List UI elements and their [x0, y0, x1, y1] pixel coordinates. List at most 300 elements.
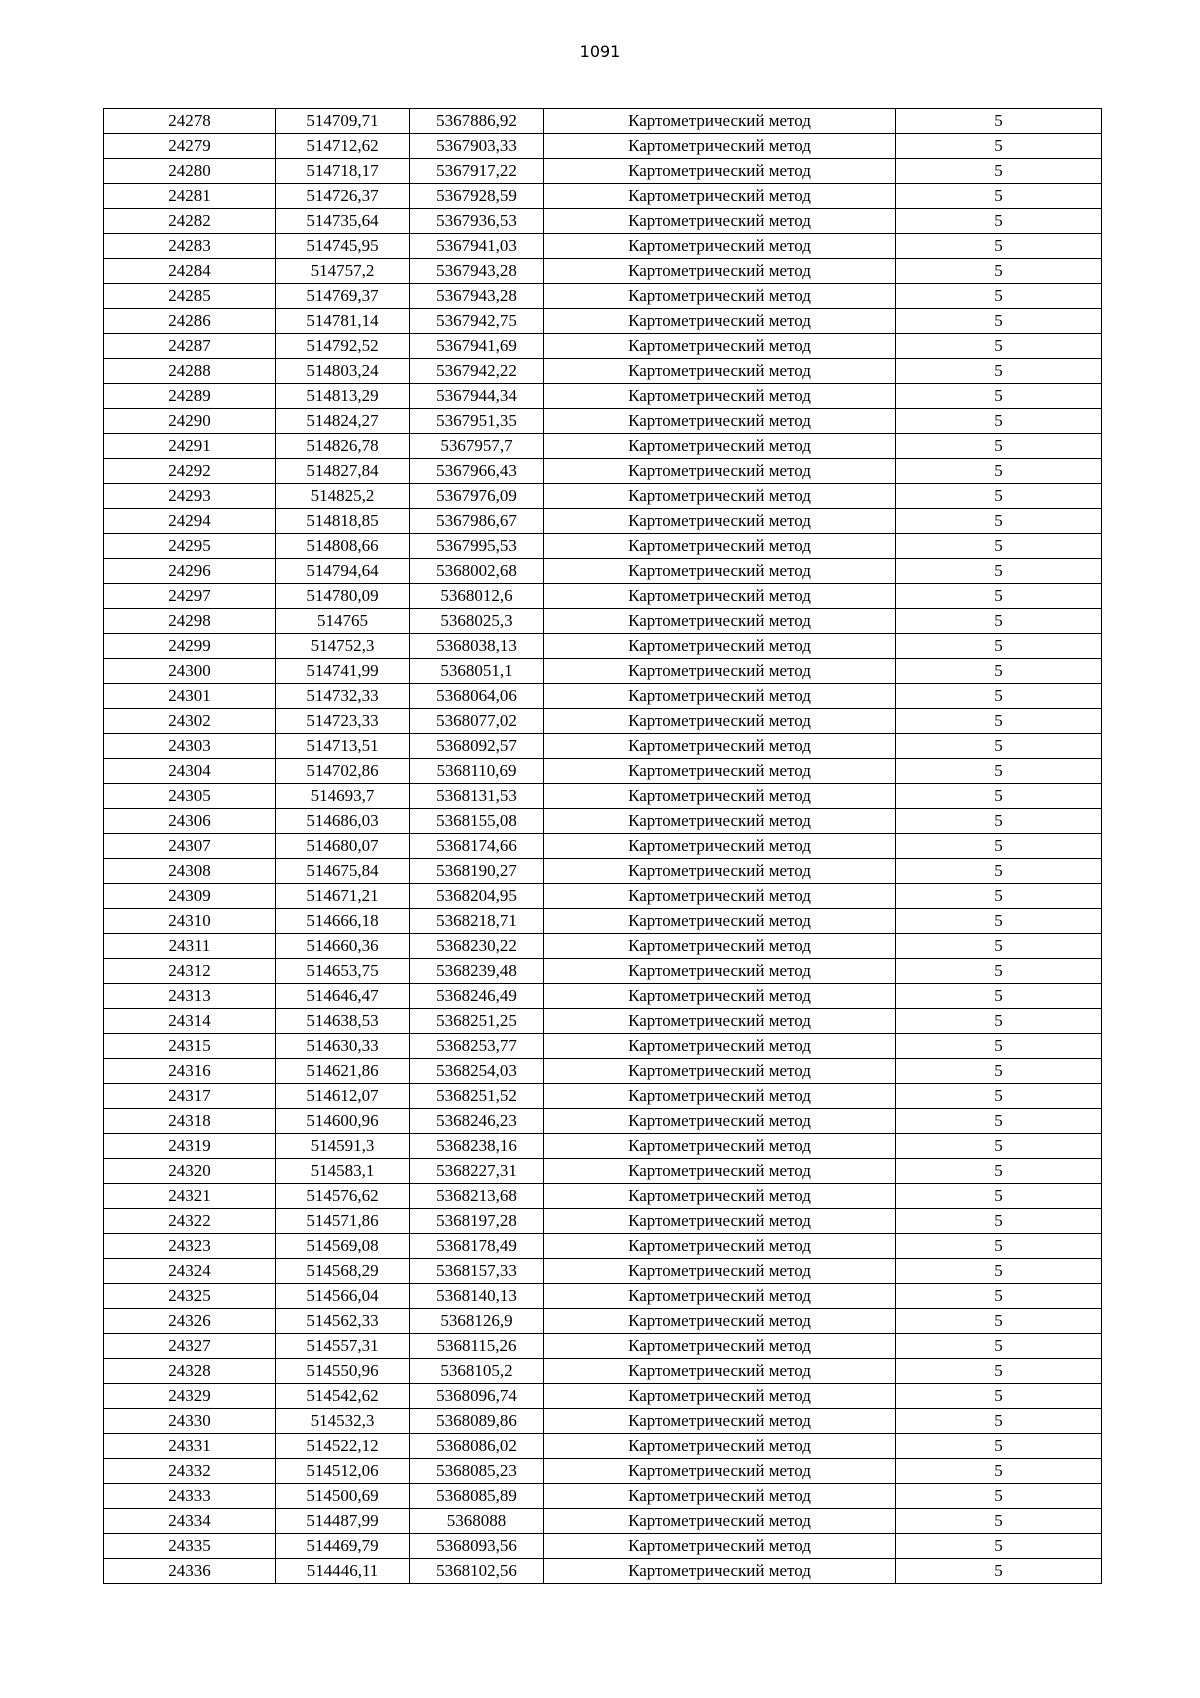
y-coordinate-cell: 5367951,35	[410, 409, 544, 434]
x-coordinate-cell: 514693,7	[276, 784, 410, 809]
accuracy-cell: 5	[896, 309, 1102, 334]
y-coordinate-cell: 5368230,22	[410, 934, 544, 959]
point-number-cell: 24305	[104, 784, 276, 809]
x-coordinate-cell: 514808,66	[276, 534, 410, 559]
table-row	[104, 434, 1102, 459]
y-coordinate-cell: 5368126,9	[410, 1309, 544, 1334]
y-coordinate-cell: 5368174,66	[410, 834, 544, 859]
table-row	[104, 1109, 1102, 1134]
x-coordinate-cell: 514660,36	[276, 934, 410, 959]
table-row	[104, 1559, 1102, 1584]
method-cell: Картометрический метод	[544, 734, 896, 759]
accuracy-cell: 5	[896, 234, 1102, 259]
point-number-cell: 24297	[104, 584, 276, 609]
method-cell: Картометрический метод	[544, 459, 896, 484]
point-number-cell: 24315	[104, 1034, 276, 1059]
x-coordinate-cell: 514469,79	[276, 1534, 410, 1559]
point-number-cell: 24306	[104, 809, 276, 834]
table-row	[104, 1084, 1102, 1109]
method-cell: Картометрический метод	[544, 109, 896, 134]
accuracy-cell: 5	[896, 359, 1102, 384]
y-coordinate-cell: 5367943,28	[410, 284, 544, 309]
point-number-cell: 24301	[104, 684, 276, 709]
method-cell: Картометрический метод	[544, 1484, 896, 1509]
accuracy-cell: 5	[896, 784, 1102, 809]
point-number-cell: 24316	[104, 1059, 276, 1084]
x-coordinate-cell: 514818,85	[276, 509, 410, 534]
accuracy-cell: 5	[896, 1259, 1102, 1284]
accuracy-cell: 5	[896, 1084, 1102, 1109]
y-coordinate-cell: 5368092,57	[410, 734, 544, 759]
point-number-cell: 24321	[104, 1184, 276, 1209]
y-coordinate-cell: 5367942,75	[410, 309, 544, 334]
accuracy-cell: 5	[896, 1109, 1102, 1134]
accuracy-cell: 5	[896, 984, 1102, 1009]
point-number-cell: 24303	[104, 734, 276, 759]
accuracy-cell: 5	[896, 459, 1102, 484]
accuracy-cell: 5	[896, 1159, 1102, 1184]
y-coordinate-cell: 5367976,09	[410, 484, 544, 509]
y-coordinate-cell: 5368096,74	[410, 1384, 544, 1409]
method-cell: Картометрический метод	[544, 859, 896, 884]
coordinates-table-body	[104, 109, 1102, 1584]
accuracy-cell: 5	[896, 184, 1102, 209]
y-coordinate-cell: 5367944,34	[410, 384, 544, 409]
x-coordinate-cell: 514446,11	[276, 1559, 410, 1584]
x-coordinate-cell: 514532,3	[276, 1409, 410, 1434]
y-coordinate-cell: 5367936,53	[410, 209, 544, 234]
accuracy-cell: 5	[896, 1309, 1102, 1334]
method-cell: Картометрический метод	[544, 1134, 896, 1159]
method-cell: Картометрический метод	[544, 1184, 896, 1209]
table-row	[104, 409, 1102, 434]
point-number-cell: 24299	[104, 634, 276, 659]
method-cell: Картометрический метод	[544, 209, 896, 234]
method-cell: Картометрический метод	[544, 884, 896, 909]
y-coordinate-cell: 5367917,22	[410, 159, 544, 184]
point-number-cell: 24292	[104, 459, 276, 484]
accuracy-cell: 5	[896, 684, 1102, 709]
table-row	[104, 1334, 1102, 1359]
x-coordinate-cell: 514653,75	[276, 959, 410, 984]
point-number-cell: 24333	[104, 1484, 276, 1509]
method-cell: Картометрический метод	[544, 409, 896, 434]
x-coordinate-cell: 514512,06	[276, 1459, 410, 1484]
y-coordinate-cell: 5368238,16	[410, 1134, 544, 1159]
point-number-cell: 24329	[104, 1384, 276, 1409]
x-coordinate-cell: 514522,12	[276, 1434, 410, 1459]
y-coordinate-cell: 5367886,92	[410, 109, 544, 134]
y-coordinate-cell: 5368251,52	[410, 1084, 544, 1109]
point-number-cell: 24298	[104, 609, 276, 634]
table-row	[104, 1534, 1102, 1559]
y-coordinate-cell: 5367942,22	[410, 359, 544, 384]
y-coordinate-cell: 5367957,7	[410, 434, 544, 459]
x-coordinate-cell: 514562,33	[276, 1309, 410, 1334]
x-coordinate-cell: 514752,3	[276, 634, 410, 659]
point-number-cell: 24278	[104, 109, 276, 134]
method-cell: Картометрический метод	[544, 1434, 896, 1459]
x-coordinate-cell: 514638,53	[276, 1009, 410, 1034]
point-number-cell: 24331	[104, 1434, 276, 1459]
point-number-cell: 24322	[104, 1209, 276, 1234]
x-coordinate-cell: 514826,78	[276, 434, 410, 459]
table-row	[104, 884, 1102, 909]
method-cell: Картометрический метод	[544, 609, 896, 634]
table-row	[104, 634, 1102, 659]
accuracy-cell: 5	[896, 659, 1102, 684]
y-coordinate-cell: 5368197,28	[410, 1209, 544, 1234]
point-number-cell: 24311	[104, 934, 276, 959]
method-cell: Картометрический метод	[544, 359, 896, 384]
y-coordinate-cell: 5368246,49	[410, 984, 544, 1009]
y-coordinate-cell: 5368012,6	[410, 584, 544, 609]
x-coordinate-cell: 514713,51	[276, 734, 410, 759]
accuracy-cell: 5	[896, 809, 1102, 834]
table-row	[104, 1159, 1102, 1184]
table-row	[104, 309, 1102, 334]
accuracy-cell: 5	[896, 409, 1102, 434]
x-coordinate-cell: 514825,2	[276, 484, 410, 509]
accuracy-cell: 5	[896, 534, 1102, 559]
method-cell: Картометрический метод	[544, 259, 896, 284]
table-row	[104, 859, 1102, 884]
table-row	[104, 934, 1102, 959]
table-row	[104, 484, 1102, 509]
accuracy-cell: 5	[896, 284, 1102, 309]
x-coordinate-cell: 514741,99	[276, 659, 410, 684]
method-cell: Картометрический метод	[544, 1084, 896, 1109]
table-row	[104, 159, 1102, 184]
method-cell: Картометрический метод	[544, 509, 896, 534]
table-row	[104, 1034, 1102, 1059]
method-cell: Картометрический метод	[544, 1559, 896, 1584]
method-cell: Картометрический метод	[544, 1209, 896, 1234]
table-row	[104, 609, 1102, 634]
point-number-cell: 24279	[104, 134, 276, 159]
table-row	[104, 1134, 1102, 1159]
x-coordinate-cell: 514576,62	[276, 1184, 410, 1209]
accuracy-cell: 5	[896, 159, 1102, 184]
method-cell: Картометрический метод	[544, 309, 896, 334]
method-cell: Картометрический метод	[544, 784, 896, 809]
accuracy-cell: 5	[896, 609, 1102, 634]
point-number-cell: 24302	[104, 709, 276, 734]
y-coordinate-cell: 5367928,59	[410, 184, 544, 209]
method-cell: Картометрический метод	[544, 659, 896, 684]
accuracy-cell: 5	[896, 1334, 1102, 1359]
x-coordinate-cell: 514781,14	[276, 309, 410, 334]
accuracy-cell: 5	[896, 584, 1102, 609]
table-row	[104, 534, 1102, 559]
method-cell: Картометрический метод	[544, 1234, 896, 1259]
x-coordinate-cell: 514792,52	[276, 334, 410, 359]
accuracy-cell: 5	[896, 434, 1102, 459]
table-row	[104, 359, 1102, 384]
table-row	[104, 209, 1102, 234]
x-coordinate-cell: 514794,64	[276, 559, 410, 584]
x-coordinate-cell: 514671,21	[276, 884, 410, 909]
y-coordinate-cell: 5368085,23	[410, 1459, 544, 1484]
method-cell: Картометрический метод	[544, 1109, 896, 1134]
table-row	[104, 134, 1102, 159]
table-row	[104, 1059, 1102, 1084]
table-row	[104, 109, 1102, 134]
table-row	[104, 459, 1102, 484]
accuracy-cell: 5	[896, 1509, 1102, 1534]
accuracy-cell: 5	[896, 1534, 1102, 1559]
y-coordinate-cell: 5368002,68	[410, 559, 544, 584]
method-cell: Картометрический метод	[544, 134, 896, 159]
x-coordinate-cell: 514571,86	[276, 1209, 410, 1234]
table-row	[104, 1459, 1102, 1484]
point-number-cell: 24323	[104, 1234, 276, 1259]
y-coordinate-cell: 5368115,26	[410, 1334, 544, 1359]
y-coordinate-cell: 5367903,33	[410, 134, 544, 159]
accuracy-cell: 5	[896, 1134, 1102, 1159]
accuracy-cell: 5	[896, 1384, 1102, 1409]
point-number-cell: 24320	[104, 1159, 276, 1184]
y-coordinate-cell: 5368204,95	[410, 884, 544, 909]
y-coordinate-cell: 5368110,69	[410, 759, 544, 784]
method-cell: Картометрический метод	[544, 934, 896, 959]
x-coordinate-cell: 514735,64	[276, 209, 410, 234]
table-row	[104, 1434, 1102, 1459]
table-row	[104, 1234, 1102, 1259]
point-number-cell: 24336	[104, 1559, 276, 1584]
method-cell: Картометрический метод	[544, 1259, 896, 1284]
x-coordinate-cell: 514712,62	[276, 134, 410, 159]
x-coordinate-cell: 514621,86	[276, 1059, 410, 1084]
x-coordinate-cell: 514702,86	[276, 759, 410, 784]
x-coordinate-cell: 514757,2	[276, 259, 410, 284]
table-row	[104, 909, 1102, 934]
point-number-cell: 24309	[104, 884, 276, 909]
point-number-cell: 24334	[104, 1509, 276, 1534]
accuracy-cell: 5	[896, 209, 1102, 234]
table-row	[104, 234, 1102, 259]
accuracy-cell: 5	[896, 1559, 1102, 1584]
method-cell: Картометрический метод	[544, 1534, 896, 1559]
method-cell: Картометрический метод	[544, 559, 896, 584]
accuracy-cell: 5	[896, 934, 1102, 959]
table-row	[104, 259, 1102, 284]
accuracy-cell: 5	[896, 1284, 1102, 1309]
table-row	[104, 1409, 1102, 1434]
method-cell: Картометрический метод	[544, 1359, 896, 1384]
x-coordinate-cell: 514680,07	[276, 834, 410, 859]
point-number-cell: 24312	[104, 959, 276, 984]
method-cell: Картометрический метод	[544, 434, 896, 459]
accuracy-cell: 5	[896, 1484, 1102, 1509]
accuracy-cell: 5	[896, 759, 1102, 784]
method-cell: Картометрический метод	[544, 634, 896, 659]
method-cell: Картометрический метод	[544, 1034, 896, 1059]
accuracy-cell: 5	[896, 909, 1102, 934]
method-cell: Картометрический метод	[544, 384, 896, 409]
table-row	[104, 509, 1102, 534]
method-cell: Картометрический метод	[544, 1509, 896, 1534]
y-coordinate-cell: 5368077,02	[410, 709, 544, 734]
accuracy-cell: 5	[896, 959, 1102, 984]
point-number-cell: 24319	[104, 1134, 276, 1159]
accuracy-cell: 5	[896, 634, 1102, 659]
x-coordinate-cell: 514600,96	[276, 1109, 410, 1134]
y-coordinate-cell: 5368102,56	[410, 1559, 544, 1584]
method-cell: Картометрический метод	[544, 1159, 896, 1184]
y-coordinate-cell: 5368218,71	[410, 909, 544, 934]
x-coordinate-cell: 514827,84	[276, 459, 410, 484]
x-coordinate-cell: 514583,1	[276, 1159, 410, 1184]
point-number-cell: 24317	[104, 1084, 276, 1109]
method-cell: Картометрический метод	[544, 959, 896, 984]
method-cell: Картометрический метод	[544, 484, 896, 509]
method-cell: Картометрический метод	[544, 909, 896, 934]
point-number-cell: 24304	[104, 759, 276, 784]
x-coordinate-cell: 514709,71	[276, 109, 410, 134]
method-cell: Картометрический метод	[544, 809, 896, 834]
table-row	[104, 1009, 1102, 1034]
point-number-cell: 24284	[104, 259, 276, 284]
method-cell: Картометрический метод	[544, 834, 896, 859]
x-coordinate-cell: 514487,99	[276, 1509, 410, 1534]
accuracy-cell: 5	[896, 1034, 1102, 1059]
accuracy-cell: 5	[896, 1434, 1102, 1459]
method-cell: Картометрический метод	[544, 1459, 896, 1484]
table-row	[104, 684, 1102, 709]
table-row	[104, 284, 1102, 309]
y-coordinate-cell: 5368089,86	[410, 1409, 544, 1434]
point-number-cell: 24295	[104, 534, 276, 559]
x-coordinate-cell: 514723,33	[276, 709, 410, 734]
method-cell: Картометрический метод	[544, 184, 896, 209]
point-number-cell: 24286	[104, 309, 276, 334]
y-coordinate-cell: 5368051,1	[410, 659, 544, 684]
y-coordinate-cell: 5368246,23	[410, 1109, 544, 1134]
y-coordinate-cell: 5368064,06	[410, 684, 544, 709]
table-row	[104, 1359, 1102, 1384]
x-coordinate-cell: 514666,18	[276, 909, 410, 934]
point-number-cell: 24335	[104, 1534, 276, 1559]
y-coordinate-cell: 5368086,02	[410, 1434, 544, 1459]
x-coordinate-cell: 514630,33	[276, 1034, 410, 1059]
x-coordinate-cell: 514824,27	[276, 409, 410, 434]
method-cell: Картометрический метод	[544, 1384, 896, 1409]
point-number-cell: 24291	[104, 434, 276, 459]
point-number-cell: 24280	[104, 159, 276, 184]
x-coordinate-cell: 514566,04	[276, 1284, 410, 1309]
accuracy-cell: 5	[896, 384, 1102, 409]
point-number-cell: 24326	[104, 1309, 276, 1334]
y-coordinate-cell: 5367941,03	[410, 234, 544, 259]
accuracy-cell: 5	[896, 859, 1102, 884]
method-cell: Картометрический метод	[544, 1059, 896, 1084]
accuracy-cell: 5	[896, 834, 1102, 859]
x-coordinate-cell: 514675,84	[276, 859, 410, 884]
accuracy-cell: 5	[896, 1209, 1102, 1234]
table-row	[104, 1184, 1102, 1209]
point-number-cell: 24314	[104, 1009, 276, 1034]
x-coordinate-cell: 514686,03	[276, 809, 410, 834]
table-row	[104, 709, 1102, 734]
x-coordinate-cell: 514500,69	[276, 1484, 410, 1509]
method-cell: Картометрический метод	[544, 1284, 896, 1309]
method-cell: Картометрический метод	[544, 1334, 896, 1359]
point-number-cell: 24318	[104, 1109, 276, 1134]
point-number-cell: 24308	[104, 859, 276, 884]
point-number-cell: 24287	[104, 334, 276, 359]
x-coordinate-cell: 514568,29	[276, 1259, 410, 1284]
y-coordinate-cell: 5368213,68	[410, 1184, 544, 1209]
x-coordinate-cell: 514803,24	[276, 359, 410, 384]
point-number-cell: 24300	[104, 659, 276, 684]
accuracy-cell: 5	[896, 109, 1102, 134]
point-number-cell: 24294	[104, 509, 276, 534]
point-number-cell: 24332	[104, 1459, 276, 1484]
table-row	[104, 984, 1102, 1009]
point-number-cell: 24293	[104, 484, 276, 509]
point-number-cell: 24290	[104, 409, 276, 434]
x-coordinate-cell: 514780,09	[276, 584, 410, 609]
x-coordinate-cell: 514591,3	[276, 1134, 410, 1159]
y-coordinate-cell: 5367986,67	[410, 509, 544, 534]
accuracy-cell: 5	[896, 509, 1102, 534]
method-cell: Картометрический метод	[544, 159, 896, 184]
method-cell: Картометрический метод	[544, 684, 896, 709]
method-cell: Картометрический метод	[544, 234, 896, 259]
method-cell: Картометрический метод	[544, 1309, 896, 1334]
method-cell: Картометрический метод	[544, 984, 896, 1009]
y-coordinate-cell: 5368239,48	[410, 959, 544, 984]
y-coordinate-cell: 5368131,53	[410, 784, 544, 809]
x-coordinate-cell: 514550,96	[276, 1359, 410, 1384]
point-number-cell: 24324	[104, 1259, 276, 1284]
point-number-cell: 24289	[104, 384, 276, 409]
x-coordinate-cell: 514557,31	[276, 1334, 410, 1359]
point-number-cell: 24325	[104, 1284, 276, 1309]
x-coordinate-cell: 514612,07	[276, 1084, 410, 1109]
point-number-cell: 24313	[104, 984, 276, 1009]
accuracy-cell: 5	[896, 884, 1102, 909]
accuracy-cell: 5	[896, 709, 1102, 734]
point-number-cell: 24330	[104, 1409, 276, 1434]
accuracy-cell: 5	[896, 1459, 1102, 1484]
point-number-cell: 24285	[104, 284, 276, 309]
point-number-cell: 24328	[104, 1359, 276, 1384]
table-row	[104, 1484, 1102, 1509]
point-number-cell: 24281	[104, 184, 276, 209]
x-coordinate-cell: 514745,95	[276, 234, 410, 259]
y-coordinate-cell: 5368038,13	[410, 634, 544, 659]
x-coordinate-cell: 514718,17	[276, 159, 410, 184]
y-coordinate-cell: 5367941,69	[410, 334, 544, 359]
y-coordinate-cell: 5368227,31	[410, 1159, 544, 1184]
point-number-cell: 24288	[104, 359, 276, 384]
point-number-cell: 24327	[104, 1334, 276, 1359]
y-coordinate-cell: 5368140,13	[410, 1284, 544, 1309]
method-cell: Картометрический метод	[544, 284, 896, 309]
y-coordinate-cell: 5368093,56	[410, 1534, 544, 1559]
y-coordinate-cell: 5368105,2	[410, 1359, 544, 1384]
accuracy-cell: 5	[896, 559, 1102, 584]
x-coordinate-cell: 514765	[276, 609, 410, 634]
table-row	[104, 959, 1102, 984]
accuracy-cell: 5	[896, 1059, 1102, 1084]
table-row	[104, 834, 1102, 859]
accuracy-cell: 5	[896, 484, 1102, 509]
coordinates-table	[103, 108, 1102, 1584]
x-coordinate-cell: 514542,62	[276, 1384, 410, 1409]
